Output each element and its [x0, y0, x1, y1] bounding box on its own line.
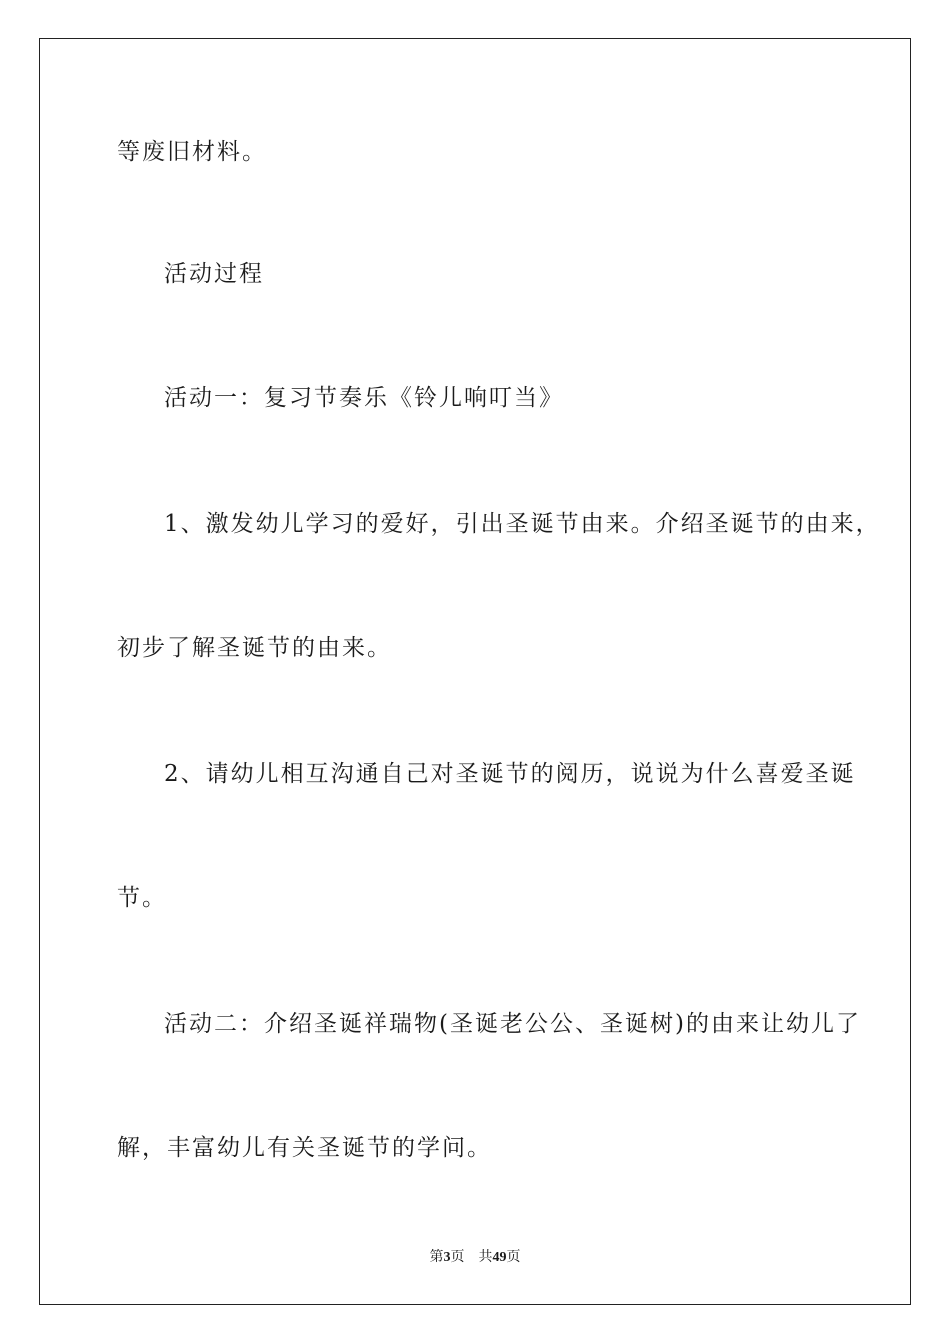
section-heading: 活动过程 [164, 261, 264, 287]
page-prefix: 第 [429, 1250, 444, 1265]
page-number: 3 [443, 1250, 451, 1265]
activity-heading: 活动一：复习节奏乐《铃儿响叮当》 [164, 385, 564, 411]
page-suffix: 页 [450, 1250, 465, 1265]
body-text-line: 2、请幼儿相互沟通自己对圣诞节的阅历，说说为什么喜爱圣诞 [164, 761, 856, 787]
total-pages: 49 [492, 1250, 507, 1265]
body-text-line: 初步了解圣诞节的由来。 [117, 635, 392, 661]
activity-heading: 活动二：介绍圣诞祥瑞物(圣诞老公公、圣诞树)的由来让幼儿了 [164, 1011, 861, 1037]
page-border [39, 38, 911, 1305]
body-text-line: 节。 [117, 885, 167, 911]
body-text-line: 等废旧材料。 [117, 139, 267, 165]
body-text-line: 1、激发幼儿学习的爱好，引出圣诞节由来。介绍圣诞节的由来， [164, 511, 881, 537]
total-suffix: 页 [506, 1250, 521, 1265]
total-prefix: 共 [478, 1250, 493, 1265]
body-text-line: 解，丰富幼儿有关圣诞节的学问。 [117, 1135, 492, 1161]
page-footer [0, 1246, 950, 1266]
